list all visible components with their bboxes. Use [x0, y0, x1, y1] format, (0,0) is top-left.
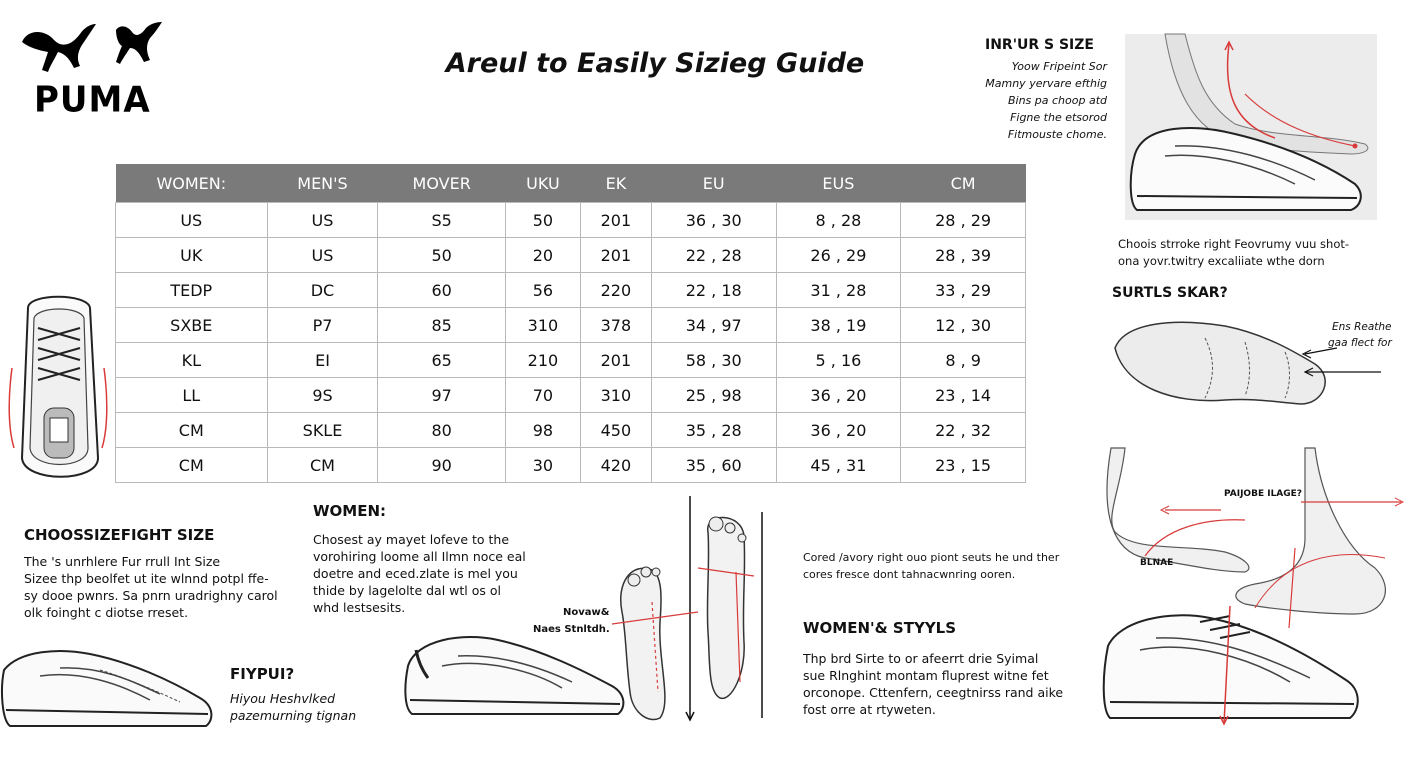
cored-text: [803, 549, 1103, 583]
text-line: Choois strroke right Feovrumy vuu shot-: [1118, 237, 1350, 251]
table-cell: SKLE: [267, 413, 378, 448]
text-line: Mamny yervare efthig: [985, 77, 1107, 90]
surtls-annotation-1: Ens Reathe: [1332, 321, 1392, 333]
table-cell: TEDP: [116, 273, 268, 308]
table-cell: 65: [378, 343, 505, 378]
table-cell: 20: [505, 238, 580, 273]
table-cell: DC: [267, 273, 378, 308]
table-cell: 25 , 98: [651, 378, 776, 413]
table-cell: US: [267, 238, 378, 273]
table-cell: 31 , 28: [776, 273, 901, 308]
text-line: fost orre at rtyweten.: [803, 702, 936, 717]
shoe-top-view-illustration: [8, 288, 108, 488]
table-cell: 97: [378, 378, 505, 413]
text-line: Chosest ay mayet lofeve to the: [313, 532, 510, 547]
table-cell: 80: [378, 413, 505, 448]
table-cell: 5 , 16: [776, 343, 901, 378]
table-cell: 450: [580, 413, 651, 448]
table-cell: 378: [580, 308, 651, 343]
table-cell: 9S: [267, 378, 378, 413]
table-cell: 35 , 28: [651, 413, 776, 448]
table-cell: 33 , 29: [901, 273, 1026, 308]
column-header: CM: [901, 164, 1026, 203]
table-cell: 420: [580, 448, 651, 483]
table-cell: US: [116, 203, 268, 238]
table-cell: 28 , 39: [901, 238, 1026, 273]
table-row: [116, 378, 1026, 413]
puma-logo: [18, 20, 168, 121]
text-line: Cored /avory right ouo piont seuts he und ther: [803, 551, 1060, 564]
table-cell: 58 , 30: [651, 343, 776, 378]
table-cell: 45 , 31: [776, 448, 901, 483]
table-cell: 22 , 18: [651, 273, 776, 308]
insert-size-heading: INR'UR S SIZE: [985, 37, 1094, 53]
table-cell: 220: [580, 273, 651, 308]
fiypui-heading: FIYPUI?: [230, 665, 295, 683]
choose-size-heading: CHOOSSIZEFIGHT SIZE: [24, 526, 215, 544]
table-cell: 50: [505, 203, 580, 238]
table-cell: 38 , 19: [776, 308, 901, 343]
women-text: [313, 531, 543, 616]
text-line: vorohiring loome all Ilmn noce eal: [313, 549, 526, 564]
table-cell: 12 , 30: [901, 308, 1026, 343]
text-line: Fitmouste chome.: [1007, 128, 1107, 141]
text-line: Yoow Fripeint Sor: [1011, 60, 1107, 73]
column-header: MEN'S: [267, 164, 378, 203]
table-cell: 201: [580, 203, 651, 238]
text-line: sue Rlnghint montam fluprest witne fet: [803, 668, 1049, 683]
table-cell: 26 , 29: [776, 238, 901, 273]
column-header: EU: [651, 164, 776, 203]
table-cell: 56: [505, 273, 580, 308]
table-cell: US: [267, 203, 378, 238]
foot-sole-measure-illustration: [612, 492, 772, 724]
table-cell: LL: [116, 378, 268, 413]
table-row: [116, 308, 1026, 343]
insert-size-text: [972, 58, 1107, 143]
text-line: doetre and eced.zlate is mel you: [313, 566, 518, 581]
table-cell: 36 , 20: [776, 378, 901, 413]
sneaker-bottom-right-illustration: [1100, 606, 1370, 736]
table-cell: S5: [378, 203, 505, 238]
table-cell: 70: [505, 378, 580, 413]
table-cell: 23 , 14: [901, 378, 1026, 413]
table-cell: CM: [267, 448, 378, 483]
text-line: Figne the etsorod: [1010, 111, 1107, 124]
text-line: ona yovr.twitry excaliiate wthe dorn: [1118, 254, 1325, 268]
women-heading: WOMEN:: [313, 502, 387, 520]
table-row: [116, 203, 1026, 238]
table-cell: 310: [580, 378, 651, 413]
table-cell: 90: [378, 448, 505, 483]
surtls-annotation-2: gaa flect for: [1328, 337, 1392, 349]
foot-in-shoe-illustration: [1125, 34, 1377, 220]
table-cell: 8 , 9: [901, 343, 1026, 378]
column-header: WOMEN:: [116, 164, 268, 203]
column-header: EUS: [776, 164, 901, 203]
table-cell: 28 , 29: [901, 203, 1026, 238]
text-line: The 's unrhlere Fur rrull Int Size: [24, 554, 221, 569]
table-cell: CM: [116, 413, 268, 448]
table-header-row: [116, 164, 1026, 203]
text-line: orconope. Cttenfern, ceegtnirss rand aike: [803, 685, 1064, 700]
womens-styles-heading: WOMEN'& STYYLS: [803, 619, 957, 637]
table-body: [116, 203, 1026, 483]
text-line: sy dooe pwnrs. Sa pnrn uradrighny carol: [24, 588, 278, 603]
logo-wordmark: PUMA: [34, 79, 151, 121]
table-cell: UK: [116, 238, 268, 273]
table-cell: 98: [505, 413, 580, 448]
column-header: MOVER: [378, 164, 505, 203]
sneaker-middle-illustration: [402, 626, 632, 726]
surtls-heading: SURTLS SKAR?: [1112, 285, 1228, 301]
table-cell: 36 , 30: [651, 203, 776, 238]
fiypui-text: [230, 690, 356, 724]
table-cell: 50: [378, 238, 505, 273]
table-cell: P7: [267, 308, 378, 343]
choose-size-text: [24, 553, 284, 621]
choose-stroke-text: [1118, 236, 1398, 270]
heel-label-1: PAIJOBE ILAGE?: [1224, 489, 1303, 499]
table-cell: 30: [505, 448, 580, 483]
table-cell: 34 , 97: [651, 308, 776, 343]
heel-label-2: BLNAE: [1140, 558, 1174, 568]
table-cell: CM: [116, 448, 268, 483]
text-line: olk foinght c diotse rreset.: [24, 605, 189, 620]
text-line: Thp brd Sirte to or afeerrt drie Syimal: [803, 651, 1039, 666]
size-chart-table: [115, 164, 1026, 483]
table-cell: 22 , 32: [901, 413, 1026, 448]
puma-cat-icon: [18, 20, 168, 80]
column-header: EK: [580, 164, 651, 203]
table-cell: 22 , 28: [651, 238, 776, 273]
table-cell: 35 , 60: [651, 448, 776, 483]
column-header: UKU: [505, 164, 580, 203]
text-line: Sizee thp beolfet ut ite wlnnd potpl ffe-: [24, 571, 269, 586]
table-cell: 8 , 28: [776, 203, 901, 238]
text-line: pazemurning tignan: [230, 708, 357, 723]
womens-styles-text: [803, 650, 1093, 718]
table-cell: 210: [505, 343, 580, 378]
page-title: Areul to Easily Sizieg Guide: [445, 48, 865, 79]
sneaker-side-illustration: [0, 640, 220, 740]
table-row: [116, 238, 1026, 273]
table-cell: 201: [580, 343, 651, 378]
text-line: thide by lagelolte dal wtl os ol: [313, 583, 501, 598]
table-cell: 60: [378, 273, 505, 308]
text-line: Hiyou Heshvlked: [230, 691, 336, 706]
table-cell: 23 , 15: [901, 448, 1026, 483]
table-cell: SXBE: [116, 308, 268, 343]
table-row: [116, 273, 1026, 308]
table-cell: 310: [505, 308, 580, 343]
text-line: cores fresce dont tahnacwnring ooren.: [803, 568, 1016, 581]
table-cell: 201: [580, 238, 651, 273]
foot-label-1: Novaw&: [563, 607, 610, 618]
table-cell: 36 , 20: [776, 413, 901, 448]
text-line: whd lestsesits.: [313, 600, 406, 615]
foot-label-2: Naes Stnltdh.: [533, 624, 610, 635]
table-cell: KL: [116, 343, 268, 378]
table-cell: EI: [267, 343, 378, 378]
text-line: Bins pa choop atd: [1007, 94, 1107, 107]
table-row: [116, 413, 1026, 448]
table-cell: 85: [378, 308, 505, 343]
table-row: [116, 343, 1026, 378]
table-row: [116, 448, 1026, 483]
